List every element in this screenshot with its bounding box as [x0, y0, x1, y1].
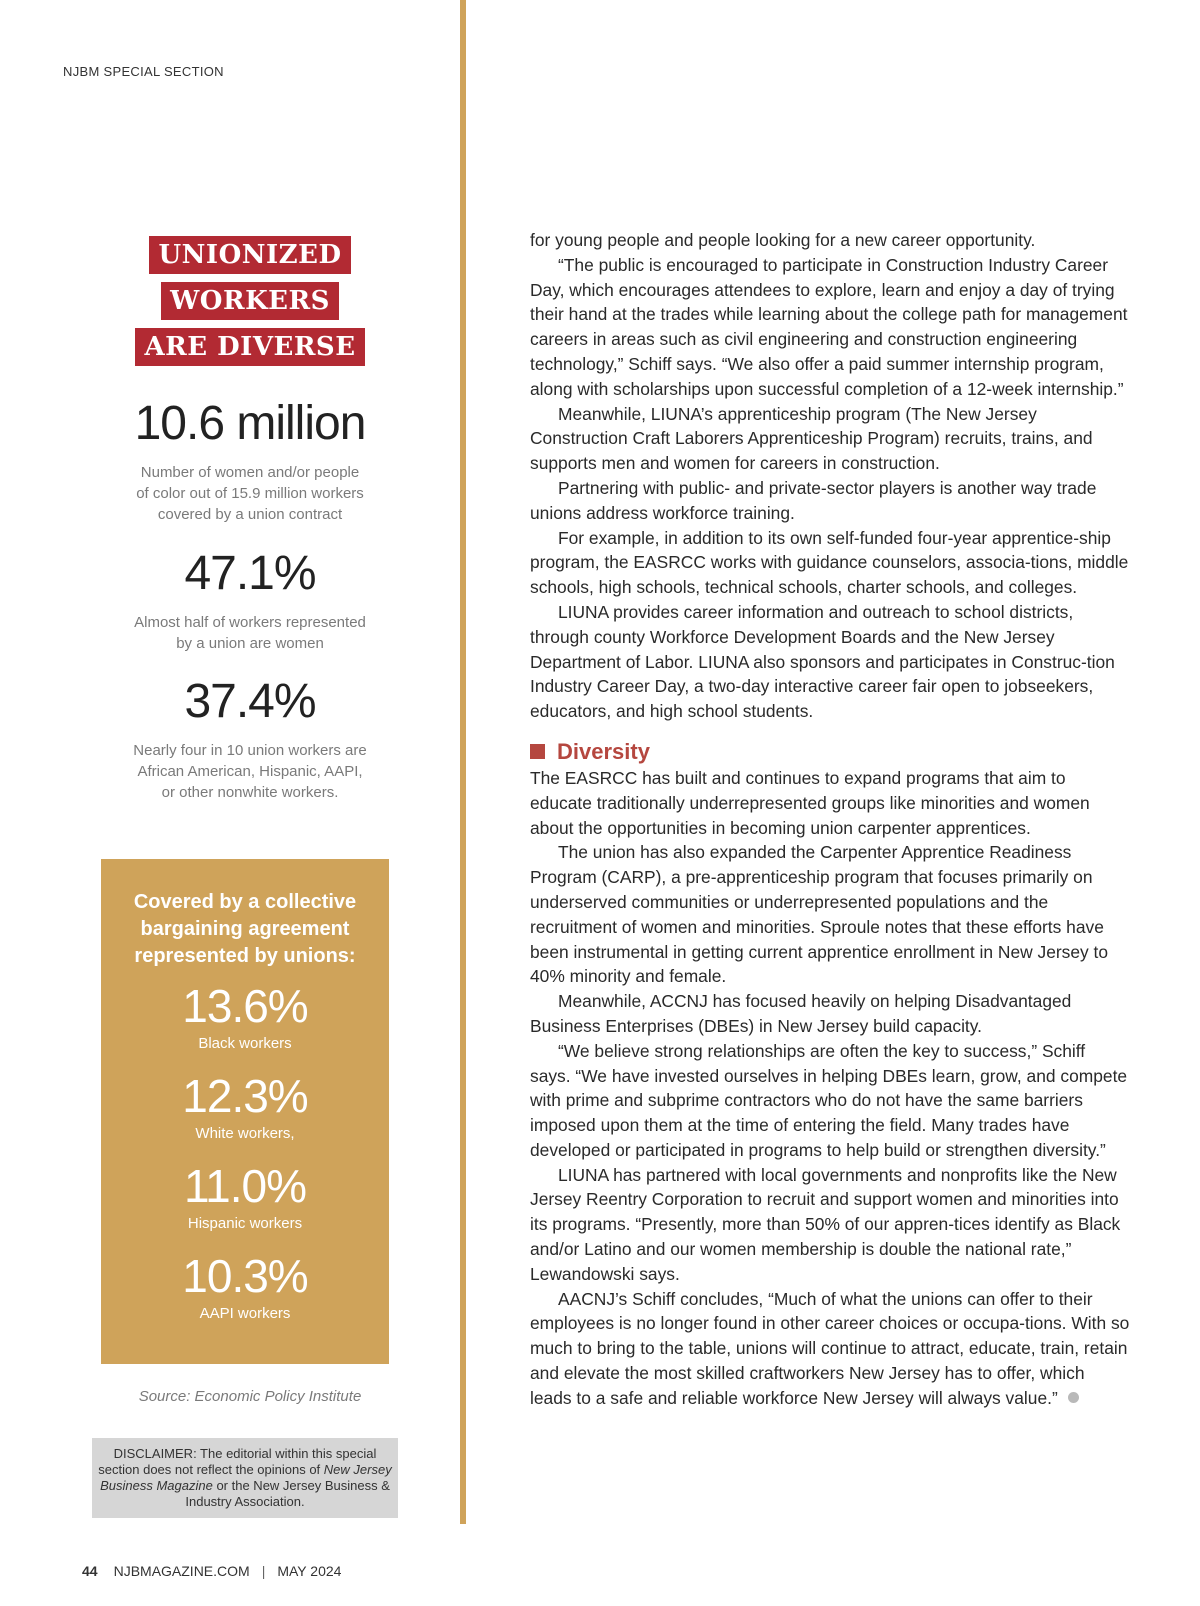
article-paragraph-last	[530, 1287, 1130, 1411]
stat-value: 10.6 million	[134, 397, 366, 450]
box-stat-black	[101, 978, 389, 1054]
article-paragraph: The EASRCC has built and continues to expand programs that aim to educate traditionally underrepresented groups like minorities and women about the opportunities in becoming union carpenter apprentices.	[530, 767, 1090, 838]
footer-site: NJBMAGAZINE.COM	[113, 1563, 250, 1579]
title-line-2: WORKERS	[161, 282, 339, 320]
article-paragraph: Meanwhile, LIUNA’s apprenticeship program (The New Jersey Construction Craft Laborers Apprenticeship Program) recruits, trains, and supports men and women for careers in construction.	[530, 403, 1093, 474]
box-stat-value: 12.3%	[182, 1070, 308, 1122]
diversity-subhead	[530, 738, 1130, 766]
title-line-1: UNIONIZED	[149, 236, 350, 274]
stat-description	[100, 740, 400, 803]
article-paragraph: “We believe strong relationships are often the key to success,” Schiff says. “We have invested ourselves in helping DBEs learn, grow, and compete with prime and subprime contractors who do not have the same barriers imposed upon them at the time of entering the field. Many trades have developed or participated in programs to help build or strengthen diversity.”	[530, 1040, 1128, 1160]
disclaimer-publication: New Jersey Business Magazine	[100, 1462, 392, 1493]
stat-desc-line: African American, Hispanic, AAPI,	[137, 763, 363, 780]
box-stat-label: Black workers	[198, 1035, 292, 1052]
title-line-3: ARE DIVERSE	[135, 328, 364, 366]
box-heading-line: bargaining agreement	[140, 918, 350, 940]
column-divider	[460, 0, 466, 1524]
stat-desc-line: or other nonwhite workers.	[161, 784, 339, 801]
page-footer	[82, 1563, 341, 1579]
stat-value: 37.4%	[184, 675, 316, 728]
disclaimer-text-end: or the New Jersey Business & Industry Association.	[185, 1478, 390, 1509]
box-stat-white	[101, 1068, 389, 1144]
stat-desc-line: Almost half of workers represented	[134, 614, 366, 631]
box-stat-value: 11.0%	[183, 1160, 307, 1212]
box-stat-value: 10.3%	[182, 1250, 308, 1302]
box-stat-aapi	[101, 1248, 389, 1324]
footer-separator: |	[261, 1563, 266, 1579]
disclaimer-box	[92, 1438, 398, 1518]
box-heading-line: Covered by a collective	[133, 891, 357, 913]
box-heading	[101, 889, 389, 970]
box-stat-value: 13.6%	[182, 980, 308, 1032]
article-paragraph: Meanwhile, ACCNJ has focused heavily on helping Disadvantaged Business Enterprises (DBEs) in New Jersey build capacity.	[530, 991, 1072, 1036]
page-number: 44	[82, 1563, 98, 1579]
article-paragraph: For example, in addition to its own self-funded four-year apprentice-ship program, the EASRCC works with guidance counselors, associa-tions, middle schools, high schools, technical schools, charter schools, and colleges.	[530, 527, 1129, 598]
source-credit: Source: Economic Policy Institute	[138, 1388, 362, 1405]
stat-desc-line: Number of women and/or people	[140, 464, 360, 481]
box-stat-label: White workers,	[195, 1125, 295, 1142]
stat-nonwhite	[100, 676, 400, 803]
stat-desc-line: covered by a union contract	[157, 506, 343, 523]
article-paragraph: LIUNA has partnered with local governments and nonprofits like the New Jersey Reentry Corporation to recruit and support women and minorities into its programs. “Presently, more than 50% of our appren-tices identify as Black and/or Latino and our women membership is double the national rate,” Lewandowski says.	[530, 1164, 1121, 1284]
collective-bargaining-box	[101, 859, 389, 1364]
disclaimer-text: DISCLAIMER: The editorial within this special section does not reflect the opinions of	[98, 1446, 377, 1477]
article-paragraph: LIUNA provides career information and outreach to school districts, through county Workforce Development Boards and the New Jersey Department of Labor. LIUNA also sponsors and participates in Construc-tion Industry Career Day, a two-day interactive career fair open to jobseekers, educators, and high school students.	[530, 601, 1115, 722]
article-paragraph: Partnering with public- and private-sector players is another way trade unions address workforce training.	[530, 477, 1097, 523]
stat-desc-line: Nearly four in 10 union workers are	[133, 742, 367, 759]
stat-value: 47.1%	[184, 547, 316, 600]
article-paragraph: for young people and people looking for a new career opportunity.	[530, 230, 1036, 250]
article-body	[530, 228, 1130, 1411]
subhead-text: Diversity	[557, 738, 650, 764]
stat-women-poc	[100, 398, 400, 525]
square-bullet-icon	[530, 744, 545, 759]
stat-desc-line: of color out of 15.9 million workers	[136, 485, 364, 502]
sidebar-title	[100, 236, 400, 374]
article-paragraph-text: AACNJ’s Schiff concludes, “Much of what the unions can offer to their employees is no longer found in other career choices or occupa-tions. With so much to bring to the table, unions will continue to attract, educate, train, retain and elevate the most skilled craftworkers New Jersey has to offer, which leads to a safe and reliable workforce New Jersey will always value.”	[530, 1288, 1130, 1408]
stat-description	[100, 612, 400, 654]
article-paragraph: The union has also expanded the Carpenter Apprentice Readiness Program (CARP), a pre-apprenticeship program that focuses primarily on underserved communities or underrepresented populations and the recruitment of women and minorities. Sproule notes that these efforts have been instrumental in getting current apprentice enrollment in New Jersey to 40% minority and female.	[530, 842, 1109, 987]
stat-desc-line: by a union are women	[176, 635, 324, 652]
section-label: NJBM SPECIAL SECTION	[63, 64, 224, 79]
end-mark-icon	[1068, 1392, 1079, 1403]
box-stat-label: AAPI workers	[199, 1305, 291, 1322]
box-heading-line: represented by unions:	[134, 945, 356, 967]
stat-women	[100, 548, 400, 654]
box-stat-label: Hispanic workers	[187, 1215, 303, 1232]
box-stat-hispanic	[101, 1158, 389, 1234]
stat-description	[100, 462, 400, 525]
article-paragraph: “The public is encouraged to participate in Construction Industry Career Day, which encourages attendees to explore, learn and enjoy a day of trying their hand at the trades while learning about the college path for management careers in areas such as civil engineering and construction engineering technology,” Schiff says. “We also offer a paid summer internship program, along with scholarships upon successful completion of a 12-week internship.”	[530, 254, 1128, 399]
footer-issue: MAY 2024	[277, 1563, 342, 1579]
